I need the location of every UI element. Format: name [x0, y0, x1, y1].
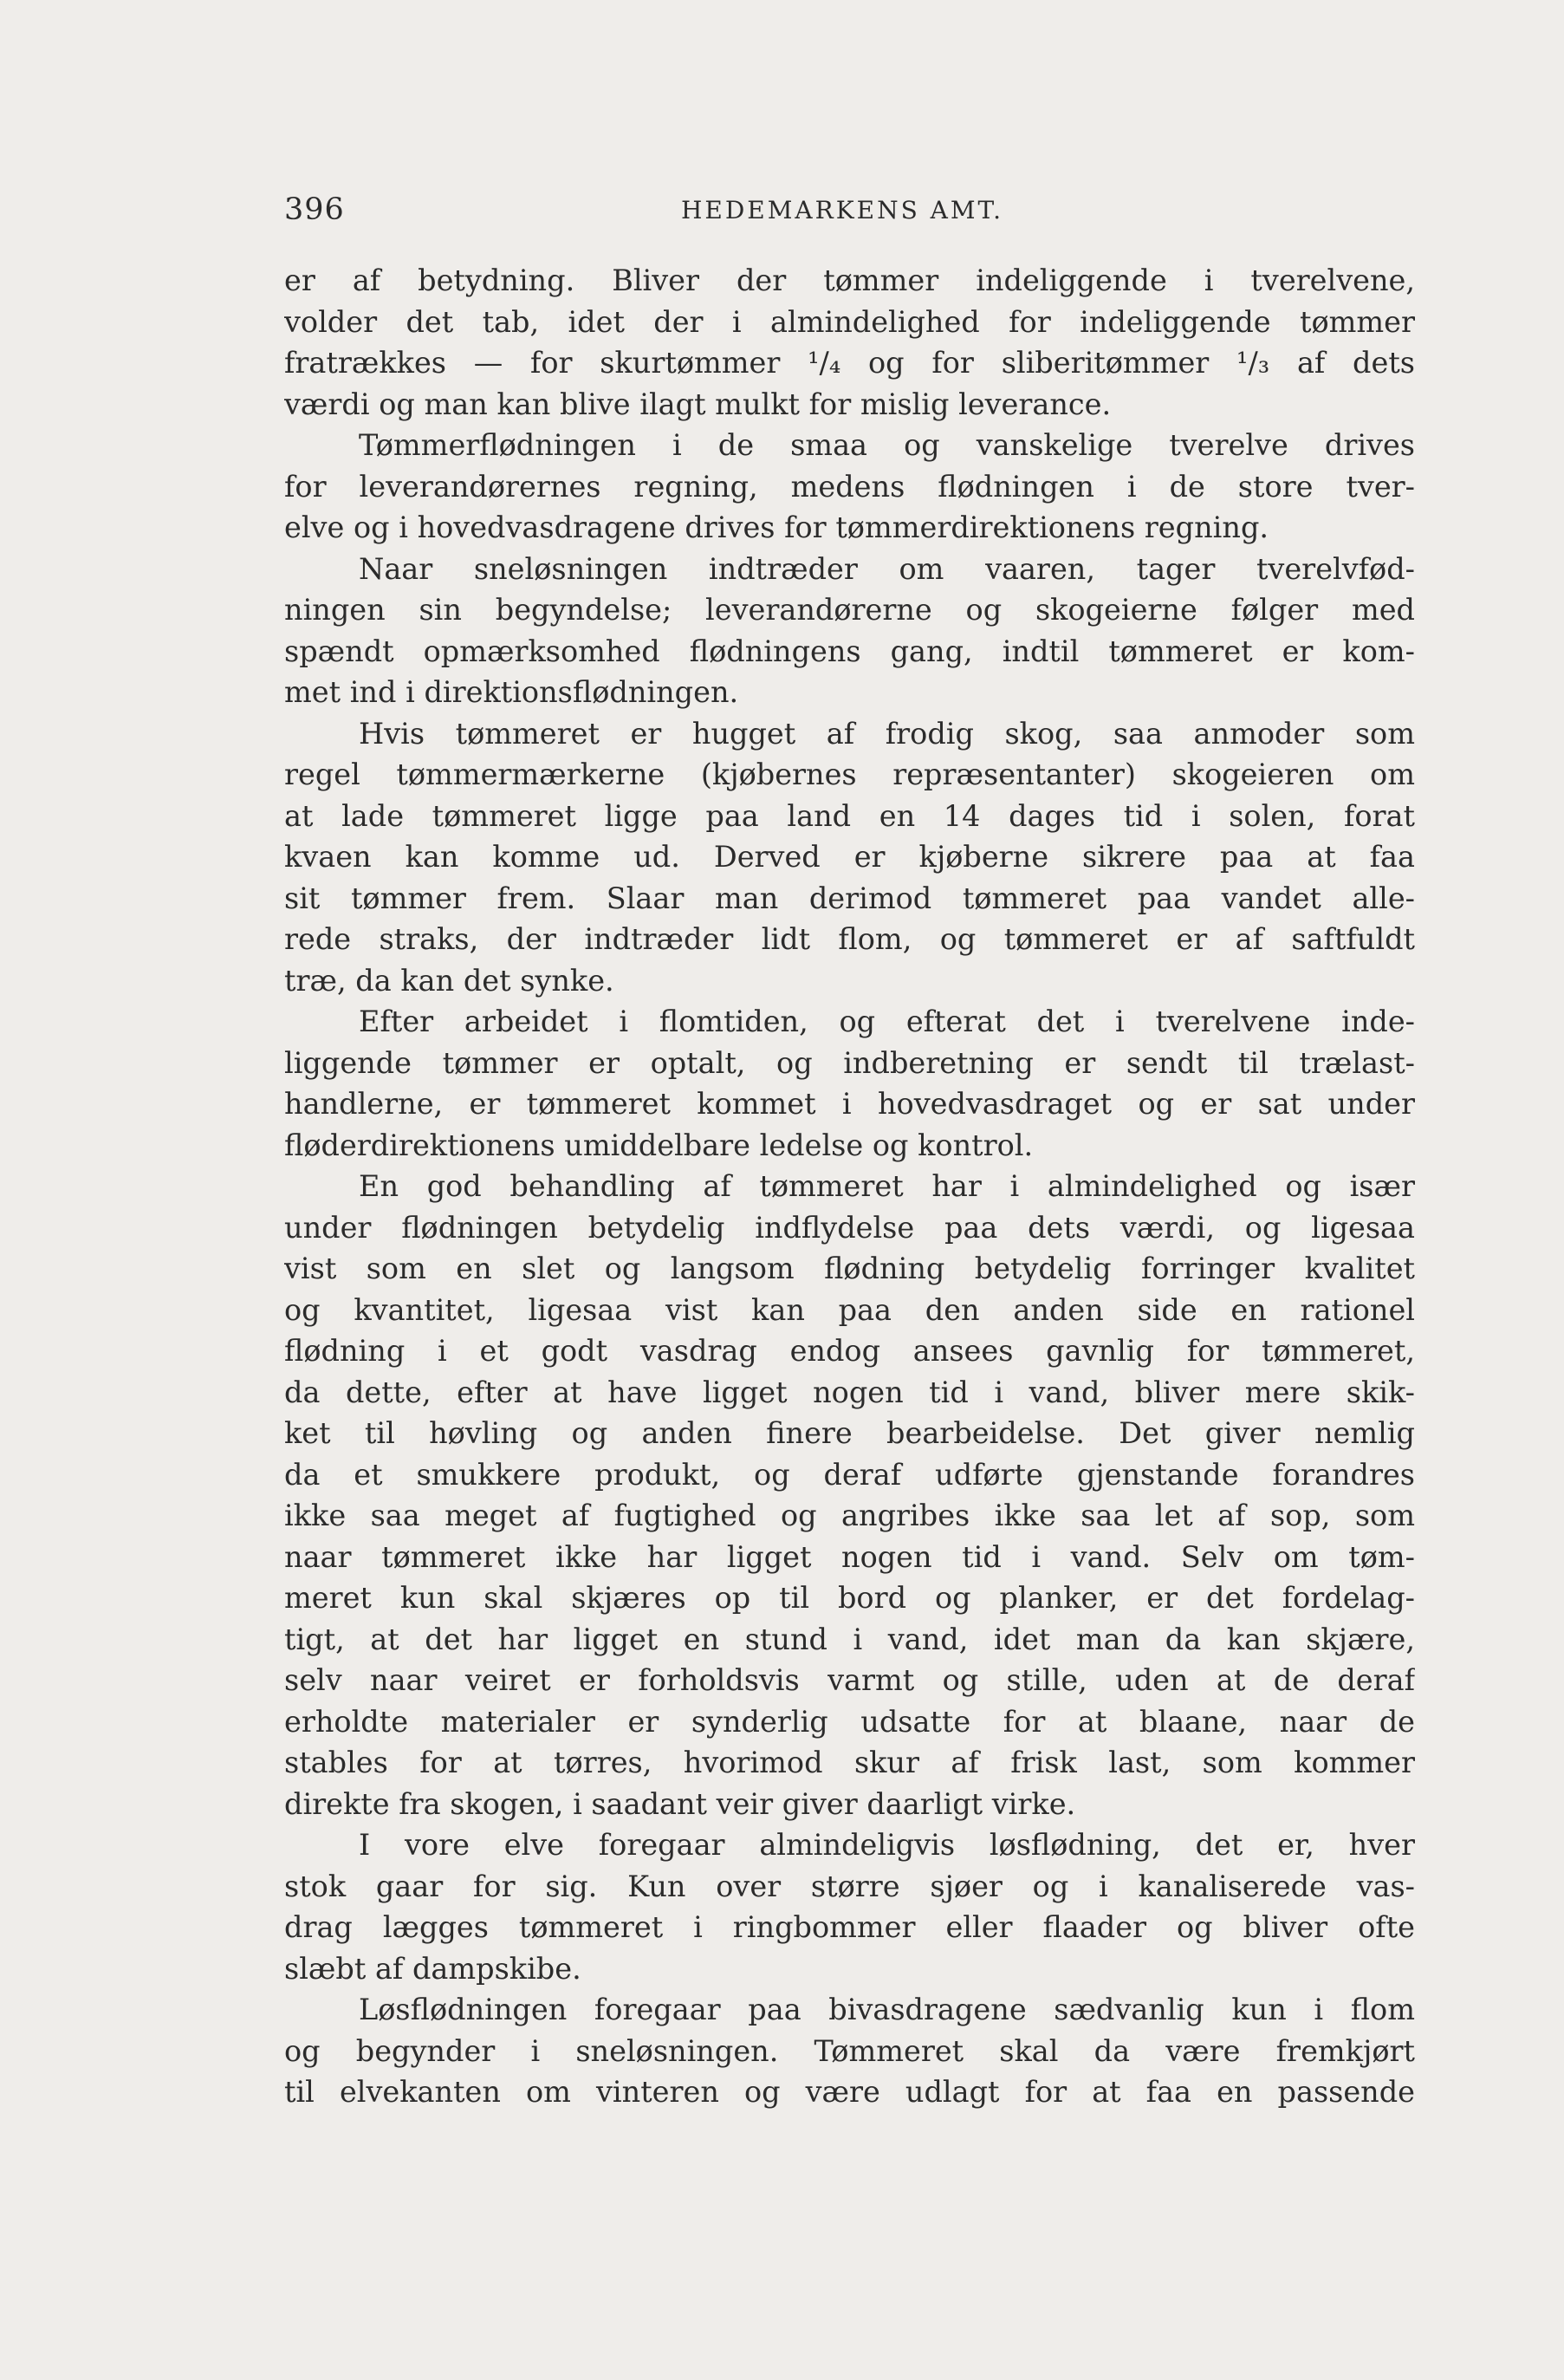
text-line: slæbt af dampskibe. — [284, 1951, 581, 1986]
text-line: Tømmerflødningen i de smaa og vanskelige tverelve drives — [359, 428, 1415, 462]
text-line: for leverandørernes regning, medens flødningen i de store tver- — [284, 469, 1415, 504]
text-line: stok gaar for sig. Kun over større sjøer og i kanaliserede vas- — [284, 1869, 1415, 1903]
text-line: værdi og man kan blive ilagt mulkt for mislig leverance. — [284, 387, 1112, 421]
text-line: og kvantitet, ligesaa vist kan paa den anden side en rationel — [284, 1292, 1415, 1327]
text-line: da dette, efter at have ligget nogen tid i vand, bliver mere skik- — [284, 1375, 1415, 1409]
text-line: er af betydning. Bliver der tømmer indeliggende i tverelvene, — [284, 263, 1415, 297]
text-line: fløderdirektionens umiddelbare ledelse og kontrol. — [284, 1128, 1034, 1162]
text-line: under flødningen betydelig indflydelse paa dets værdi, og ligesaa — [284, 1210, 1415, 1245]
text-line: og begynder i sneløsningen. Tømmeret skal da være fremkjørt — [284, 2033, 1415, 2068]
text-line: træ, da kan det synke. — [284, 963, 614, 998]
text-line: flødning i et godt vasdrag endog ansees gavnlig for tømmeret, — [284, 1334, 1415, 1368]
text-line: tigt, at det har ligget en stund i vand, idet man da kan skjære, — [284, 1622, 1415, 1656]
page-header — [284, 192, 1411, 236]
text-line: ket til høvling og anden finere bearbeidelse. Det giver nemlig — [284, 1416, 1415, 1450]
text-line: I vore elve foregaar almindeligvis løsflødning, det er, hver — [359, 1828, 1415, 1862]
text-line: da et smukkere produkt, og deraf udførte gjenstande forandres — [284, 1457, 1415, 1492]
text-line: fratrækkes — for skurtømmer ¹/₄ og for sliberitømmer ¹/₃ af dets — [284, 346, 1415, 380]
text-line: Naar sneløsningen indtræder om vaaren, tager tverelvfød- — [359, 551, 1415, 586]
text-line: handlerne, er tømmeret kommet i hovedvasdraget og er sat under — [284, 1087, 1415, 1121]
text-line: ningen sin begyndelse; leverandørerne og skogeierne følger med — [284, 593, 1415, 627]
text-line: direkte fra skogen, i saadant veir giver daarligt virke. — [284, 1786, 1076, 1821]
text-line: Løsflødningen foregaar paa bivasdragene sædvanlig kun i flom — [359, 1993, 1415, 2026]
running-head: HEDEMARKENS AMT. — [681, 196, 1004, 224]
text-line: selv naar veiret er forholdsvis varmt og stille, uden at de deraf — [284, 1663, 1415, 1697]
text-line: drag lægges tømmeret i ringbommer eller flaader og bliver ofte — [284, 1910, 1415, 1944]
text-line: Efter arbeidet i flomtiden, og efterat det i tverelvene inde- — [359, 1005, 1415, 1038]
text-line: rede straks, der indtræder lidt flom, og tømmeret er af saftfuldt — [284, 922, 1415, 956]
body-text — [284, 260, 1415, 2113]
text-line: met ind i direktionsflødningen. — [284, 675, 739, 709]
text-line: ikke saa meget af fugtighed og angribes ikke saa let af sop, som — [284, 1499, 1415, 1532]
text-line: liggende tømmer er optalt, og indberetning er sendt til trælast- — [284, 1045, 1415, 1080]
text-line: kvaen kan komme ud. Derved er kjøberne sikrere paa at faa — [284, 840, 1415, 874]
text-line: volder det tab, idet der i almindelighed for indeliggende tømmer — [284, 304, 1415, 339]
text-line: stables for at tørres, hvorimod skur af frisk last, som kommer — [284, 1746, 1415, 1779]
text-line: En god behandling af tømmeret har i almindelighed og især — [359, 1169, 1415, 1203]
text-line: erholdte materialer er synderlig udsatte for at blaane, naar de — [284, 1704, 1415, 1739]
text-line: regel tømmermærkerne (kjøbernes repræsentanter) skogeieren om — [284, 758, 1415, 791]
text-line: elve og i hovedvasdragene drives for tømmerdirektionens regning. — [284, 510, 1269, 544]
text-line: til elvekanten om vinteren og være udlagt for at faa en passende — [284, 2075, 1415, 2109]
text-line: Hvis tømmeret er hugget af frodig skog, saa anmoder som — [359, 716, 1415, 751]
text-line: at lade tømmeret ligge paa land en 14 dages tid i solen, forat — [284, 798, 1415, 833]
text-line: meret kun skal skjæres op til bord og planker, er det fordelag- — [284, 1581, 1415, 1615]
text-line: spændt opmærksomhed flødningens gang, indtil tømmeret er kom- — [284, 634, 1415, 668]
text-line: vist som en slet og langsom flødning betydelig forringer kvalitet — [284, 1252, 1415, 1285]
text-line: sit tømmer frem. Slaar man derimod tømmeret paa vandet alle- — [284, 881, 1415, 915]
text-line: naar tømmeret ikke har ligget nogen tid i vand. Selv om tøm- — [284, 1539, 1415, 1574]
page-number: 396 — [284, 192, 345, 227]
